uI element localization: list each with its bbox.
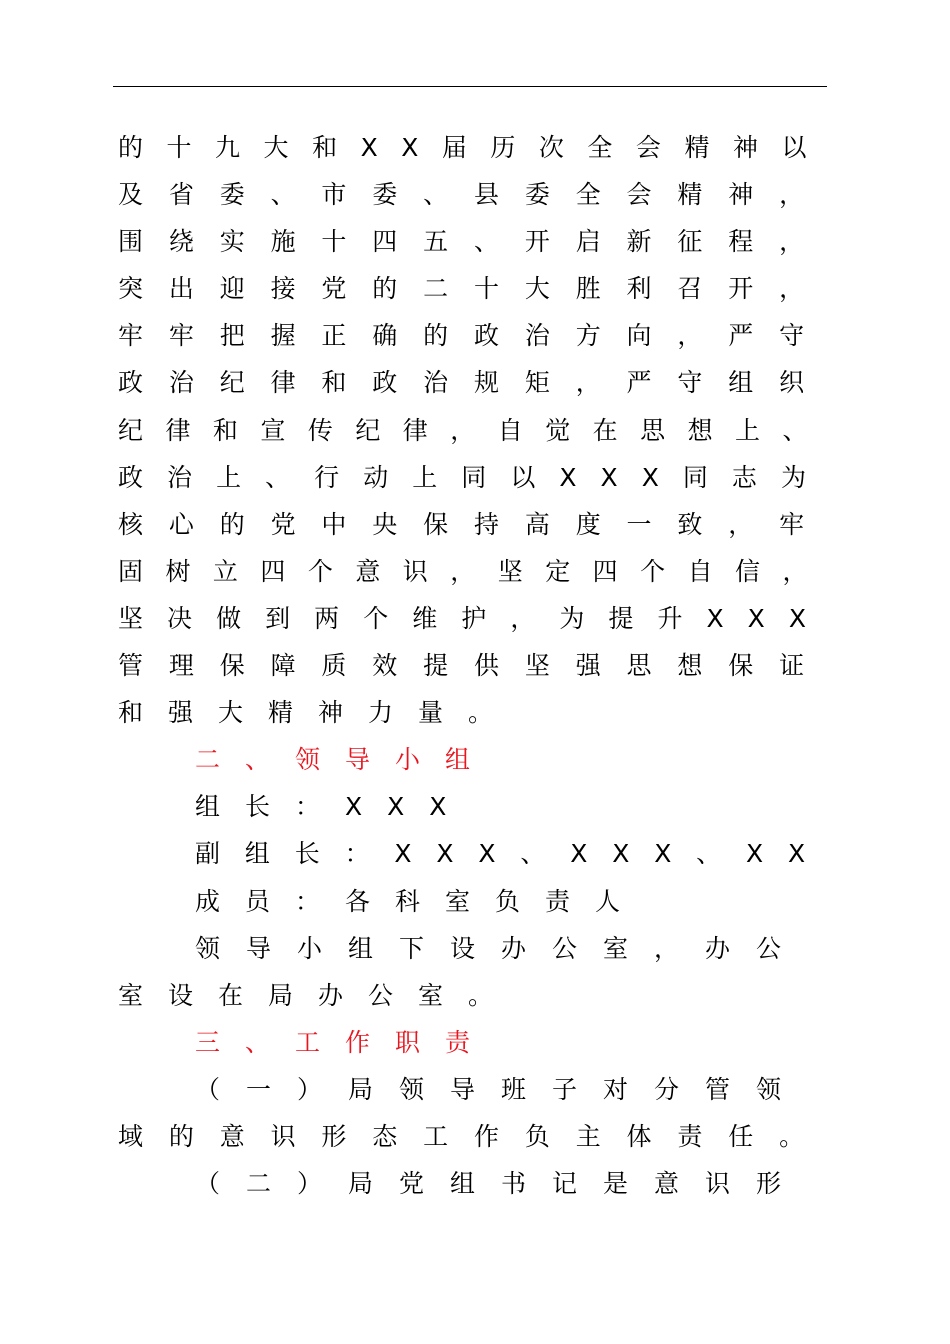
paragraph-line: 突出迎接党的二十大胜利召开， <box>118 274 830 304</box>
paragraph-line: 坚决做到两个维护，为提升XXX <box>118 603 830 633</box>
section-heading-leadership-group: 二、领导小组 <box>195 745 496 775</box>
paragraph-line: 牢牢把握正确的政治方向，严守 <box>118 321 830 351</box>
paragraph-line: 固树立四个意识，坚定四个自信， <box>118 556 830 586</box>
paragraph-line: 域的意识形态工作负主体责任。 <box>118 1121 830 1151</box>
deputy-leader-line: 副组长：XXX、XXX、XX <box>195 839 830 869</box>
document-body <box>118 124 838 1207</box>
paragraph-line: （一）局领导班子对分管领 <box>195 1074 808 1104</box>
paragraph-line: 围绕实施十四五、开启新征程， <box>118 227 830 257</box>
paragraph-line: 的十九大和XX届历次全会精神以 <box>118 133 830 162</box>
paragraph-line: 纪律和宣传纪律，自觉在思想上、 <box>118 415 830 445</box>
paragraph-line: （二）局党组书记是意识形 <box>195 1169 808 1199</box>
paragraph-line: 政治上、行动上同以XXX同志为 <box>118 462 830 492</box>
paragraph-line: 领导小组下设办公室，办公 <box>195 933 808 963</box>
paragraph-line: 核心的党中央保持高度一致，牢 <box>118 509 830 539</box>
paragraph-line: 及省委、市委、县委全会精神， <box>118 180 830 210</box>
paragraph-line: 政治纪律和政治规矩，严守组织 <box>118 368 830 398</box>
group-leader-line: 组长：XXX <box>195 792 472 822</box>
paragraph-line: 室设在局办公室。 <box>118 980 519 1010</box>
header-rule <box>113 86 827 87</box>
paragraph-line: 管理保障质效提供坚强思想保证 <box>118 651 830 681</box>
members-line: 成员：各科室负责人 <box>195 886 646 916</box>
paragraph-line: 和强大精神力量。 <box>118 698 519 728</box>
section-heading-responsibilities: 三、工作职责 <box>195 1027 496 1057</box>
